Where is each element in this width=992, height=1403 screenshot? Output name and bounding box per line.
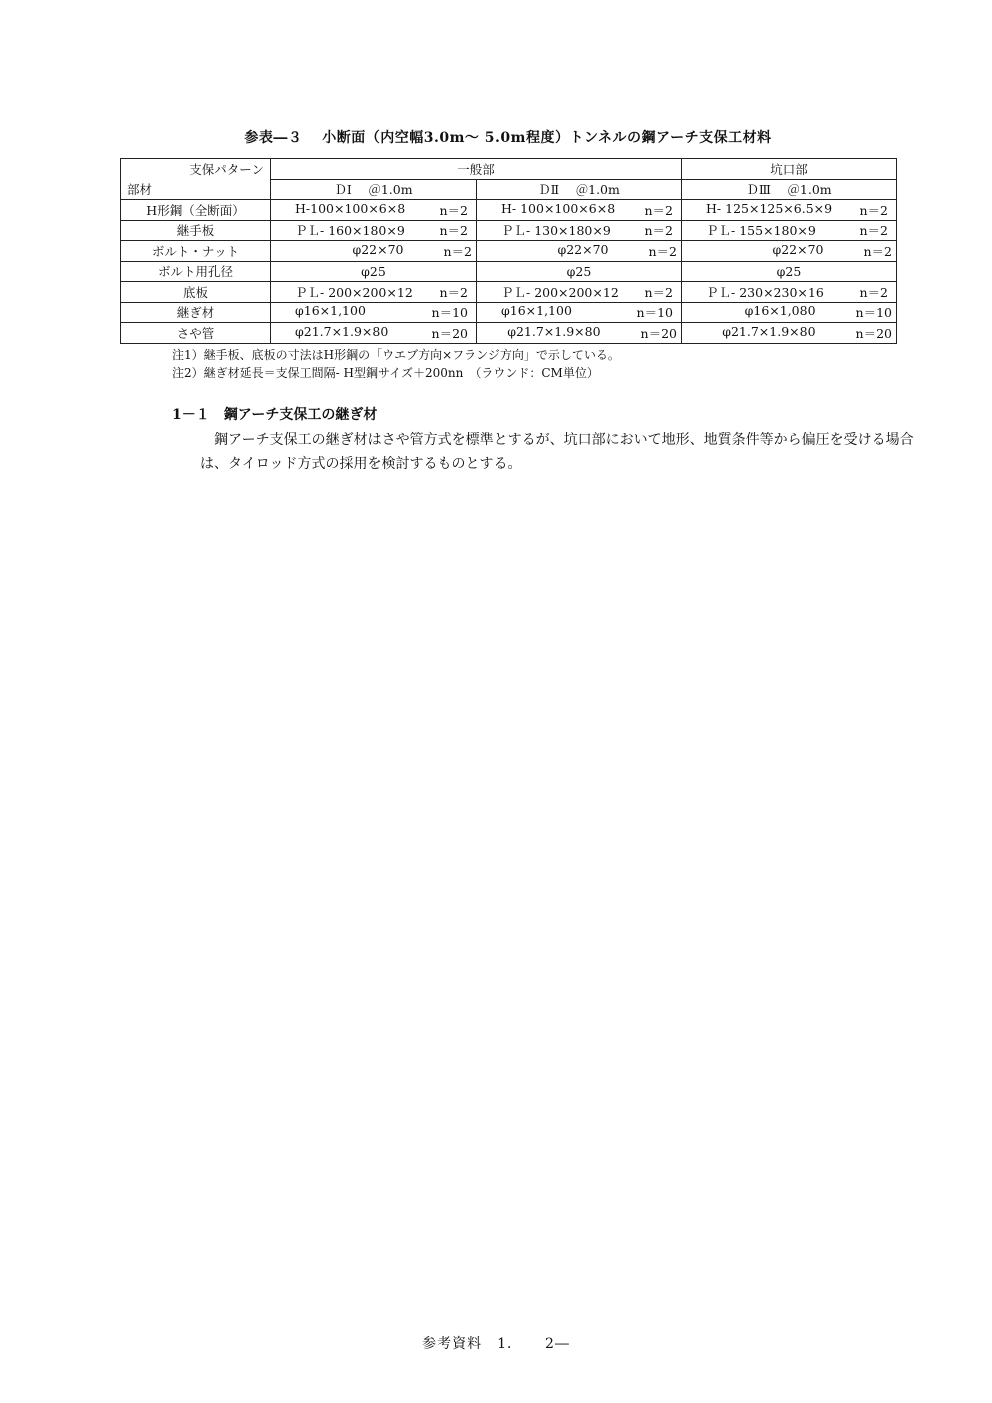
cell-quantity: n＝2 xyxy=(644,284,674,300)
cell-quantity: n＝2 xyxy=(859,223,889,239)
cell-spec: φ16×1,100 xyxy=(295,303,366,319)
pattern-d1: ＤⅠ ＠1.0m xyxy=(271,179,477,200)
pattern-d2: ＤⅡ ＠1.0m xyxy=(477,179,682,200)
cell-quantity: n＝20 xyxy=(431,325,468,341)
row-label: ボルト用孔径 xyxy=(121,261,271,282)
corner-member-label: 部材 xyxy=(127,182,153,197)
cell-quantity: n＝20 xyxy=(855,325,893,341)
table-cell xyxy=(271,323,477,344)
table-cell xyxy=(477,261,682,282)
table-cell xyxy=(271,282,477,303)
table-row xyxy=(121,323,897,344)
table-cell xyxy=(682,241,897,262)
table-row xyxy=(121,302,897,323)
cell-spec: ＰＬ- 200×200×12 xyxy=(501,284,619,300)
cell-spec: φ22×70 xyxy=(772,241,824,257)
table-cell xyxy=(477,220,682,241)
row-label: 継手板 xyxy=(121,220,271,241)
cell-quantity: n＝2 xyxy=(644,223,674,239)
cell-quantity: n＝2 xyxy=(439,202,468,218)
table-row xyxy=(121,241,897,262)
steel-arch-support-table xyxy=(120,158,897,344)
cell-spec: ＰＬ- 155×180×9 xyxy=(706,223,816,239)
table-cell xyxy=(682,261,897,282)
cell-spec: φ22×70 xyxy=(557,241,609,257)
cell-spec: ＰＬ- 230×230×16 xyxy=(706,284,824,300)
row-label: H形鋼（全断面） xyxy=(121,200,271,221)
cell-spec: ＰＬ- 160×180×9 xyxy=(295,223,405,239)
cell-quantity: n＝2 xyxy=(859,284,889,300)
cell-quantity: n＝10 xyxy=(636,305,674,321)
cell-spec: φ25 xyxy=(361,263,386,279)
table-row xyxy=(121,220,897,241)
cell-quantity: n＝2 xyxy=(644,202,674,218)
table-cell xyxy=(271,220,477,241)
table-row xyxy=(121,200,897,221)
table-cell xyxy=(271,261,477,282)
cell-spec: ＰＬ- 130×180×9 xyxy=(501,223,611,239)
cell-quantity: n＝2 xyxy=(863,243,893,259)
table-cell xyxy=(477,200,682,221)
row-label: 底板 xyxy=(121,282,271,303)
cell-quantity: n＝2 xyxy=(443,243,472,259)
cell-quantity: n＝10 xyxy=(855,305,893,321)
table-cell xyxy=(682,323,897,344)
cell-spec: φ21.7×1.9×80 xyxy=(295,323,389,339)
table-cell xyxy=(477,323,682,344)
table-cell xyxy=(271,200,477,221)
cell-quantity: n＝2 xyxy=(859,202,889,218)
cell-quantity: n＝10 xyxy=(431,305,468,321)
table-header-row xyxy=(121,159,897,180)
cell-spec: φ16×1,080 xyxy=(744,303,816,319)
table-cell xyxy=(682,302,897,323)
table-row xyxy=(121,282,897,303)
row-label: ボルト・ナット xyxy=(121,241,271,262)
table-row xyxy=(121,261,897,282)
cell-spec: φ25 xyxy=(566,263,592,279)
cell-spec: ＰＬ- 200×200×12 xyxy=(295,284,413,300)
table-cell xyxy=(682,220,897,241)
row-label: さや管 xyxy=(121,323,271,344)
table-corner-cell xyxy=(121,159,271,200)
table-cell xyxy=(477,282,682,303)
cell-spec: φ16×1,100 xyxy=(501,303,572,319)
table-cell xyxy=(682,200,897,221)
cell-quantity: n＝2 xyxy=(648,243,678,259)
cell-spec: φ21.7×1.9×80 xyxy=(722,323,816,339)
pattern-d3: ＤⅢ ＠1.0m xyxy=(682,179,897,200)
table-cell xyxy=(477,302,682,323)
table-title: 参表―３ 小断面（内空幅3.0m～ 5.0m程度）トンネルの鋼アーチ支保工材料 xyxy=(244,130,772,146)
cell-spec: φ22×70 xyxy=(352,241,404,257)
table-cell xyxy=(477,241,682,262)
group-header-general: 一般部 xyxy=(271,159,682,180)
table-body xyxy=(121,200,897,344)
section-heading: 1－１ 鋼アーチ支保工の継ぎ材 xyxy=(172,407,378,423)
cell-spec: H-100×100×6×8 xyxy=(295,200,406,216)
page-number: 参考資料 1． 2― xyxy=(422,1336,570,1352)
table-cell xyxy=(271,241,477,262)
note-1: 注1）継手板、底板の寸法はH形鋼の「ウエブ方向×フランジ方向」で示している。 xyxy=(172,348,620,362)
note-2: 注2）継ぎ材延長＝支保工間隔- H型鋼サイズ＋200nn （ラウンド：CM単位） xyxy=(172,366,599,380)
cell-quantity: n＝20 xyxy=(640,325,678,341)
table-cell xyxy=(271,302,477,323)
corner-pattern-label: 支保パターン xyxy=(189,162,264,177)
cell-spec: φ25 xyxy=(776,263,802,279)
table-notes xyxy=(172,346,620,382)
cell-quantity: n＝2 xyxy=(439,223,468,239)
cell-spec: H- 100×100×6×8 xyxy=(501,200,616,216)
section-body: 鋼アーチ支保工の継ぎ材はさや管方式を標準とするが、坑口部において地形、地質条件等から偏圧を受ける場合は、タイロッド方式の採用を検討するものとする。 xyxy=(200,432,914,472)
row-label: 継ぎ材 xyxy=(121,302,271,323)
group-header-portal: 坑口部 xyxy=(682,159,897,180)
cell-spec: H- 125×125×6.5×9 xyxy=(706,200,833,216)
cell-spec: φ21.7×1.9×80 xyxy=(507,323,601,339)
cell-quantity: n＝2 xyxy=(439,284,468,300)
table-cell xyxy=(682,282,897,303)
